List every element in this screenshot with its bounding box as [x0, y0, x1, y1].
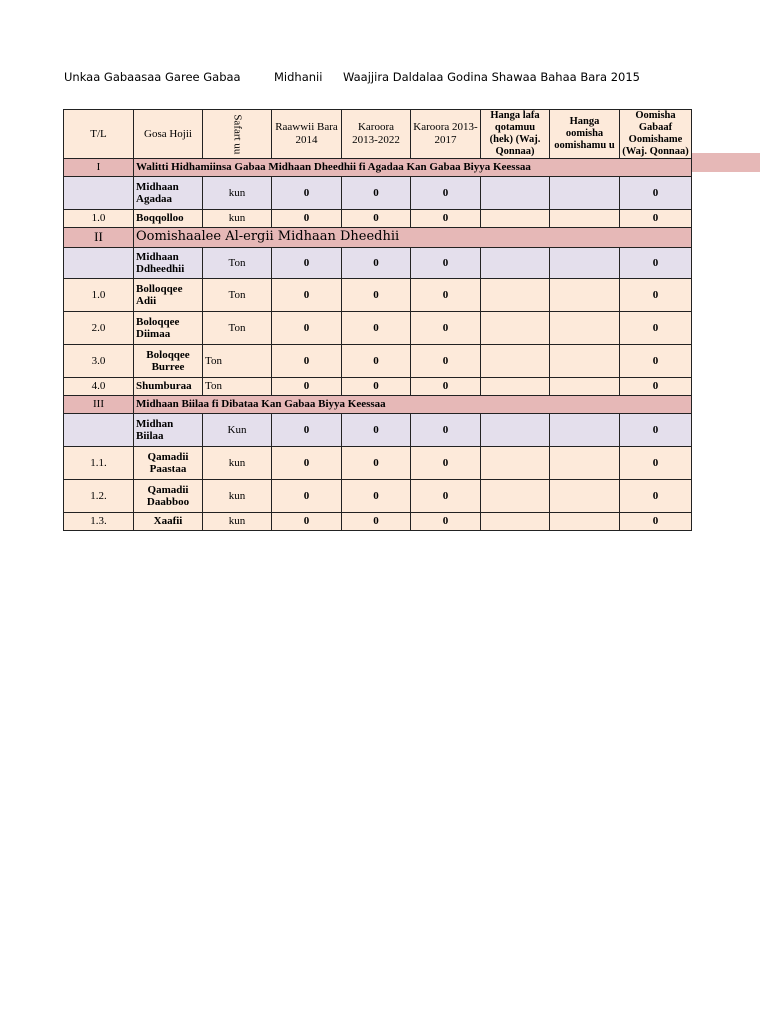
cell-v2: 0 — [342, 513, 411, 531]
cell-unit: kun — [203, 513, 272, 531]
section-title: Oomishaalee Al-ergii Midhaan Dheedhii — [134, 228, 692, 248]
cell-v3: 0 — [411, 279, 481, 312]
cell-unit: kun — [203, 480, 272, 513]
cell-v6: 0 — [620, 177, 692, 210]
cell-v2: 0 — [342, 177, 411, 210]
cell-v1: 0 — [272, 279, 342, 312]
section-id: III — [64, 396, 134, 414]
cell-v6: 0 — [620, 248, 692, 279]
cell-v1: 0 — [272, 248, 342, 279]
cell-v2: 0 — [342, 345, 411, 378]
cell-name: Midhaan Ddheedhii — [134, 248, 203, 279]
section-id: I — [64, 159, 134, 177]
cell-v1: 0 — [272, 513, 342, 531]
cell-v3: 0 — [411, 414, 481, 447]
cell-v2: 0 — [342, 378, 411, 396]
cell-name: Midhaan Agadaa — [134, 177, 203, 210]
cell-v3: 0 — [411, 513, 481, 531]
cell-name: Qamadii Paastaa — [134, 447, 203, 480]
cell-v1: 0 — [272, 378, 342, 396]
cell-v5 — [550, 345, 620, 378]
cell-tl: 1.2. — [64, 480, 134, 513]
cell-v4 — [481, 513, 550, 531]
cell-v5 — [550, 513, 620, 531]
cell-v5 — [550, 248, 620, 279]
cell-v4 — [481, 414, 550, 447]
cell-tl: 1.0 — [64, 210, 134, 228]
cell-unit: Ton — [203, 378, 272, 396]
cell-v5 — [550, 279, 620, 312]
cell-unit: Ton — [203, 248, 272, 279]
cell-v5 — [550, 414, 620, 447]
col-safartuu: Safart uu — [203, 110, 272, 159]
title-sector: Midhanii — [274, 70, 323, 84]
table-row — [64, 345, 692, 378]
cell-v3: 0 — [411, 210, 481, 228]
cell-name: Boqqolloo — [134, 210, 203, 228]
cell-v2: 0 — [342, 414, 411, 447]
cell-tl: 3.0 — [64, 345, 134, 378]
cell-unit: Ton — [203, 279, 272, 312]
cell-name: Qamadii Daabboo — [134, 480, 203, 513]
cell-tl — [64, 414, 134, 447]
cell-v6: 0 — [620, 312, 692, 345]
cell-v4 — [481, 279, 550, 312]
cell-v4 — [481, 177, 550, 210]
title-org: Unkaa Gabaasaa Garee Gabaa — [64, 70, 241, 84]
col-oomisha-gabaaf: Oomisha Gabaaf Oomishame (Waj. Qonnaa) — [620, 110, 692, 159]
cell-v5 — [550, 378, 620, 396]
cell-v3: 0 — [411, 248, 481, 279]
cell-v4 — [481, 312, 550, 345]
cell-unit: Kun — [203, 414, 272, 447]
cell-unit: kun — [203, 177, 272, 210]
table-row — [64, 480, 692, 513]
cell-name: Shumburaa — [134, 378, 203, 396]
cell-unit: Ton — [203, 345, 272, 378]
cell-v1: 0 — [272, 345, 342, 378]
cell-v6: 0 — [620, 414, 692, 447]
cell-v3: 0 — [411, 177, 481, 210]
cell-v6: 0 — [620, 480, 692, 513]
cell-name: Xaafii — [134, 513, 203, 531]
section-id: II — [64, 228, 134, 248]
cell-tl: 1.3. — [64, 513, 134, 531]
col-karoora-2013-2017: Karoora 2013-2017 — [411, 110, 481, 159]
cell-v1: 0 — [272, 210, 342, 228]
cell-v1: 0 — [272, 480, 342, 513]
cell-unit: kun — [203, 210, 272, 228]
cell-v4 — [481, 447, 550, 480]
section-row-III — [64, 396, 692, 414]
section-row-I — [64, 159, 692, 177]
cell-v3: 0 — [411, 378, 481, 396]
cell-v5 — [550, 447, 620, 480]
group-row — [64, 177, 692, 210]
cell-v3: 0 — [411, 447, 481, 480]
col-tl: T/L — [64, 110, 134, 159]
cell-v6: 0 — [620, 345, 692, 378]
cell-name: Bolloqqee Adii — [134, 279, 203, 312]
cell-unit: Ton — [203, 312, 272, 345]
cell-unit: kun — [203, 447, 272, 480]
cell-tl: 1.0 — [64, 279, 134, 312]
cell-tl: 1.1. — [64, 447, 134, 480]
table-row — [64, 447, 692, 480]
section-band-overflow — [690, 153, 760, 172]
cell-v3: 0 — [411, 345, 481, 378]
cell-v5 — [550, 480, 620, 513]
cell-v1: 0 — [272, 312, 342, 345]
table-row — [64, 210, 692, 228]
section-row-II — [64, 228, 692, 248]
cell-v4 — [481, 210, 550, 228]
cell-v2: 0 — [342, 480, 411, 513]
cell-v5 — [550, 177, 620, 210]
table-header-row — [64, 110, 692, 159]
cell-v2: 0 — [342, 248, 411, 279]
cell-v3: 0 — [411, 312, 481, 345]
cell-name: Boloqqee Burree — [134, 345, 203, 378]
cell-tl — [64, 177, 134, 210]
table-body — [64, 159, 692, 531]
cell-v4 — [481, 378, 550, 396]
section-title: Walitti Hidhamiinsa Gabaa Midhaan Dheedhii fi Agadaa Kan Gabaa Biyya Keessaa — [134, 159, 692, 177]
cell-v6: 0 — [620, 378, 692, 396]
col-hanga-oomisha: Hanga oomisha oomishamu u — [550, 110, 620, 159]
cell-v6: 0 — [620, 513, 692, 531]
title-office: Waajjira Daldalaa Godina Shawaa Bahaa Bara 2015 — [343, 70, 640, 84]
cell-v5 — [550, 312, 620, 345]
cell-tl: 2.0 — [64, 312, 134, 345]
report-title — [64, 70, 744, 88]
group-row — [64, 414, 692, 447]
table-row — [64, 312, 692, 345]
col-karoora-2013-2022: Karoora 2013-2022 — [342, 110, 411, 159]
section-title: Midhaan Biilaa fi Dibataa Kan Gabaa Biyya Keessaa — [134, 396, 692, 414]
report-table — [63, 109, 692, 531]
cell-name: Midhan Biilaa — [134, 414, 203, 447]
cell-tl — [64, 248, 134, 279]
table-row — [64, 378, 692, 396]
cell-v4 — [481, 345, 550, 378]
cell-v6: 0 — [620, 447, 692, 480]
cell-v1: 0 — [272, 177, 342, 210]
cell-v2: 0 — [342, 279, 411, 312]
cell-v6: 0 — [620, 210, 692, 228]
cell-name: Boloqqee Diimaa — [134, 312, 203, 345]
cell-v2: 0 — [342, 312, 411, 345]
table-row — [64, 279, 692, 312]
cell-v1: 0 — [272, 447, 342, 480]
cell-v3: 0 — [411, 480, 481, 513]
cell-v5 — [550, 210, 620, 228]
cell-tl: 4.0 — [64, 378, 134, 396]
col-hanga-lafa: Hanga lafa qotamuu (hek) (Waj. Qonnaa) — [481, 110, 550, 159]
cell-v6: 0 — [620, 279, 692, 312]
cell-v2: 0 — [342, 447, 411, 480]
cell-v4 — [481, 248, 550, 279]
col-raawwii: Raawwii Bara 2014 — [272, 110, 342, 159]
group-row — [64, 248, 692, 279]
cell-v4 — [481, 480, 550, 513]
cell-v2: 0 — [342, 210, 411, 228]
col-gosa-hojii: Gosa Hojii — [134, 110, 203, 159]
table-row — [64, 513, 692, 531]
cell-v1: 0 — [272, 414, 342, 447]
